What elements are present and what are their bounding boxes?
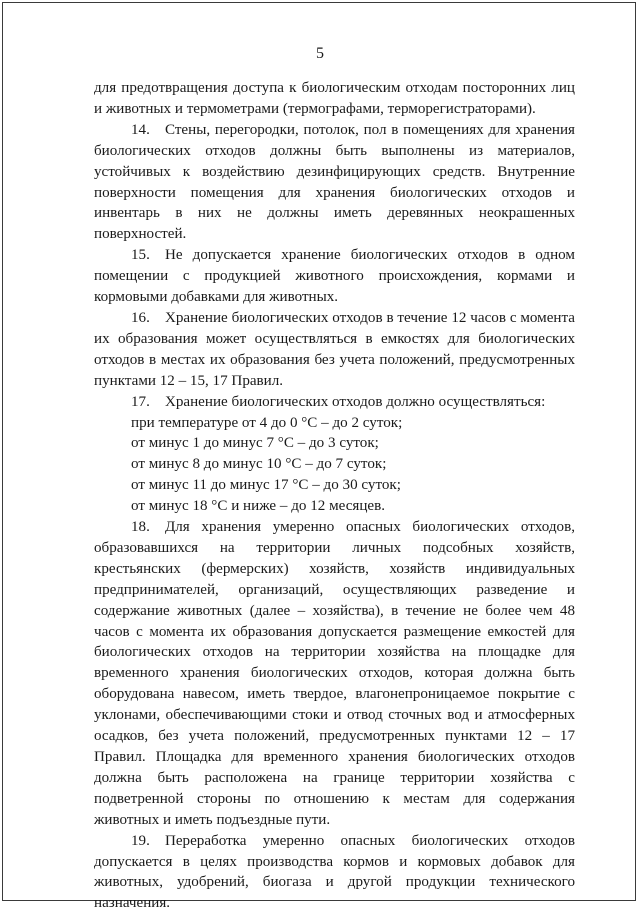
- document-body: [94, 78, 575, 914]
- storage-condition-item: от минус 8 до минус 10 °С – до 7 суток;: [131, 456, 387, 473]
- paragraph-16: 16. Хранение биологических отходов в течение 12 часов с момента их образования может осуществляться в емкостях для биологических отходов в местах их образования без учета положений, предусмотренных пунктами 12 – 15, 17 Правил.: [94, 309, 575, 389]
- paragraph-18: 18. Для хранения умеренно опасных биологических отходов, образовавшихся на территории личных подсобных хозяйств, крестьянских (фермерских) хозяйств, хозяйств индивидуальных предпринимателей, организаций, осуществляющих разведение и содержание животных (далее – хозяйства), в течение не более чем 48 часов с момента их образования допускается размещение емкостей для биологических отходов на территории хозяйства на площадке для временного хранения биологических отходов, которая должна быть оборудована навесом, иметь твердое, влагонепроницаемое покрытие с уклонами, обеспечивающими стоки и отвод сточных вод и атмосферных осадков, без учета положений, предусмотренных пунктами 12 – 17 Правил. Площадка для временного хранения биологических отходов должна быть расположена на границе территории хозяйства с подветренной стороны по отношению к местам для содержания животных и иметь подъездные пути.: [94, 519, 575, 828]
- paragraph-continuation: для предотвращения доступа к биологическим отходам посторонних лиц и животных и термометрами (термографами, терморегистраторами).: [94, 80, 575, 117]
- storage-condition-item: от минус 11 до минус 17 °С – до 30 суток;: [131, 477, 401, 494]
- paragraph-17: 17. Хранение биологических отходов должно осуществляться:: [131, 393, 546, 410]
- page-number: 5: [316, 45, 324, 62]
- paragraph-14: 14. Стены, перегородки, потолок, пол в помещениях для хранения биологических отходов должны быть выполнены из материалов, устойчивых к воздействию дезинфицирующих средств. Внутренние поверхности помещения для хранения биологических отходов и инвентарь в них не должны иметь деревянных неокрашенных поверхностей.: [94, 121, 575, 243]
- paragraph-19: 19. Переработка умеренно опасных биологических отходов допускается в целях производства кормов и кормовых добавок для животных, удобрений, биогаза и другой продукции технического назначения.: [94, 832, 575, 912]
- storage-condition-item: от минус 18 °С и ниже – до 12 месяцев.: [131, 498, 386, 515]
- storage-condition-item: при температуре от 4 до 0 °С – до 2 суток;: [131, 414, 403, 431]
- storage-condition-item: от минус 1 до минус 7 °С – до 3 суток;: [131, 435, 379, 452]
- paragraph-15: 15. Не допускается хранение биологических отходов в одном помещении с продукцией животного происхождения, кормами и кормовыми добавками для животных.: [94, 247, 575, 306]
